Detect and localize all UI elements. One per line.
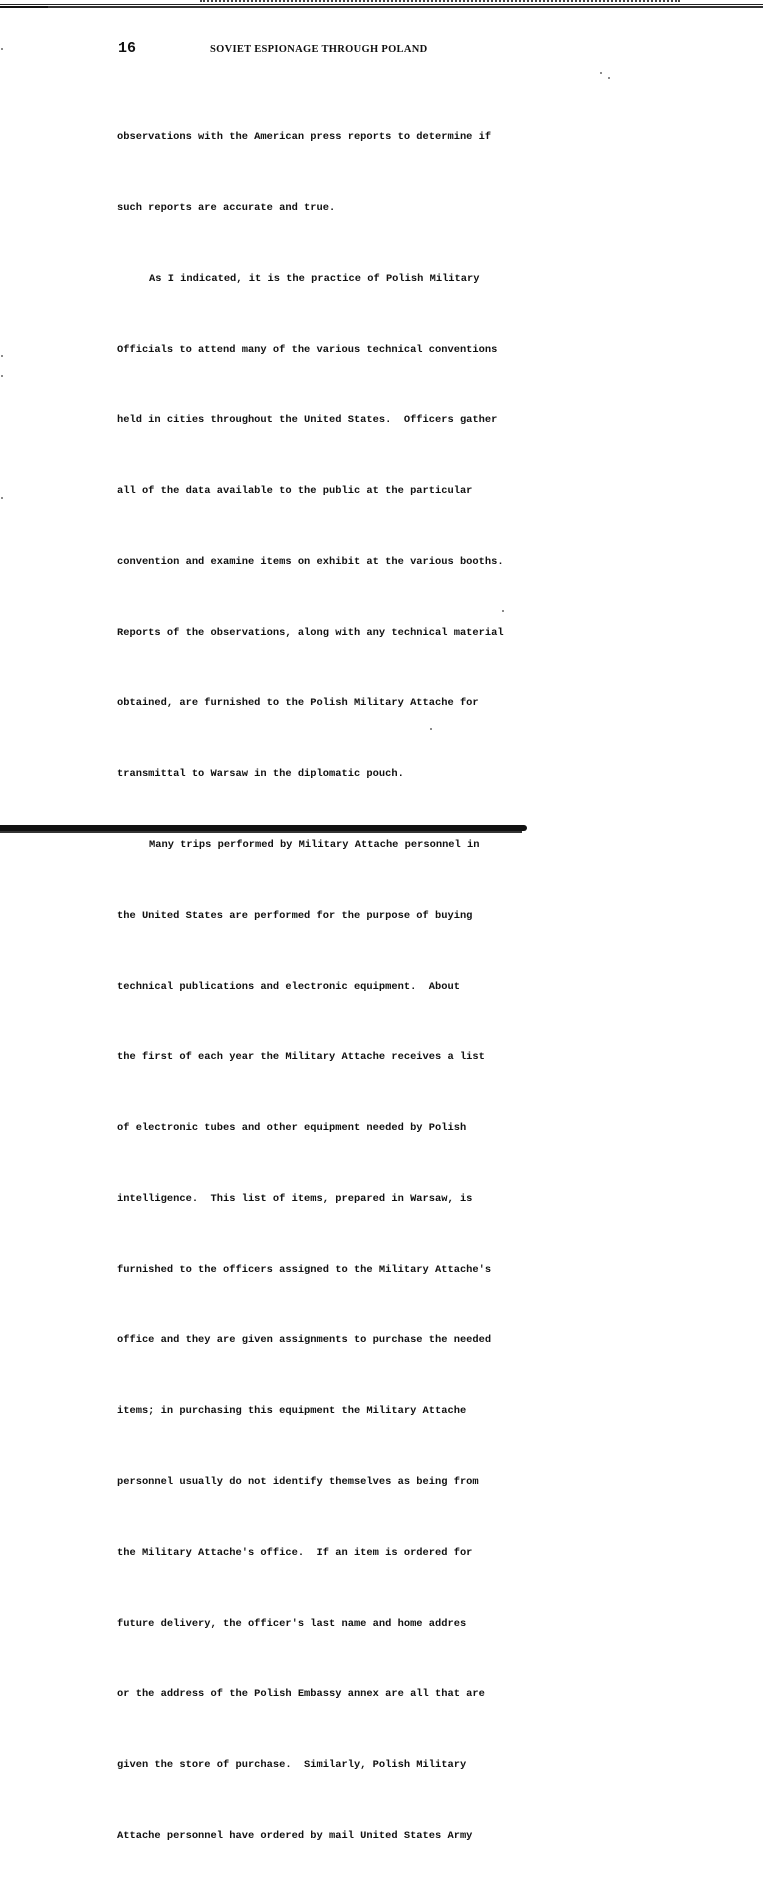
text-line: the first of each year the Military Attache receives a list: [117, 1051, 485, 1064]
bottom-rule-underline: [0, 831, 522, 833]
scan-speck: [430, 728, 432, 730]
page-number: 16: [118, 40, 137, 57]
text-line: of electronic tubes and other equipment needed by Polish: [117, 1122, 467, 1135]
text-line: furnished to the officers assigned to the Military Attache's: [117, 1263, 492, 1276]
top-rule: [0, 4, 763, 8]
text-line: technical publications and electronic equipment. About: [117, 980, 460, 993]
text-line: items; in purchasing this equipment the Military Attache: [117, 1405, 467, 1418]
text-line: such reports are accurate and true.: [117, 201, 336, 214]
text-line: or the address of the Polish Embassy annex are all that are: [117, 1688, 485, 1701]
text-line: intelligence. This list of items, prepared in Warsaw, is: [117, 1192, 473, 1205]
text-line: convention and examine items on exhibit at the various booths.: [117, 555, 504, 568]
text-line: Attache personnel have ordered by mail United States Army: [117, 1829, 473, 1842]
scan-speck: [608, 77, 610, 79]
text-line: Officials to attend many of the various technical conventions: [117, 343, 498, 356]
text-line: held in cities throughout the United States. Officers gather: [117, 414, 498, 427]
top-rule-left-segment: [0, 6, 48, 8]
text-line: the Military Attache's office. If an item is ordered for: [117, 1546, 473, 1559]
text-line: Reports of the observations, along with any technical material: [117, 626, 504, 639]
body-text: [117, 79, 517, 1896]
scan-speck: [1, 355, 3, 357]
scan-speck: [1, 375, 3, 377]
text-line: office and they are given assignments to purchase the needed: [117, 1334, 492, 1347]
text-line: personnel usually do not identify themselves as being from: [117, 1476, 479, 1489]
scan-speck: [1, 48, 3, 50]
scan-speck: [600, 72, 602, 74]
text-line: transmittal to Warsaw in the diplomatic pouch.: [117, 768, 404, 781]
text-line: the United States are performed for the purpose of buying: [117, 909, 473, 922]
running-head: SOVIET ESPIONAGE THROUGH POLAND: [210, 44, 428, 55]
text-line: As I indicated, it is the practice of Polish Military: [149, 272, 480, 285]
text-line: observations with the American press reports to determine if: [117, 131, 492, 144]
text-line: given the store of purchase. Similarly, Polish Military: [117, 1759, 467, 1772]
text-line: obtained, are furnished to the Polish Military Attache for: [117, 697, 479, 710]
text-line: all of the data available to the public at the particular: [117, 485, 473, 498]
scan-speck: [1, 497, 3, 499]
scan-speck: [502, 610, 504, 612]
text-line: future delivery, the officer's last name and home addres: [117, 1617, 467, 1630]
text-line: Many trips performed by Military Attache personnel in: [149, 839, 480, 851]
